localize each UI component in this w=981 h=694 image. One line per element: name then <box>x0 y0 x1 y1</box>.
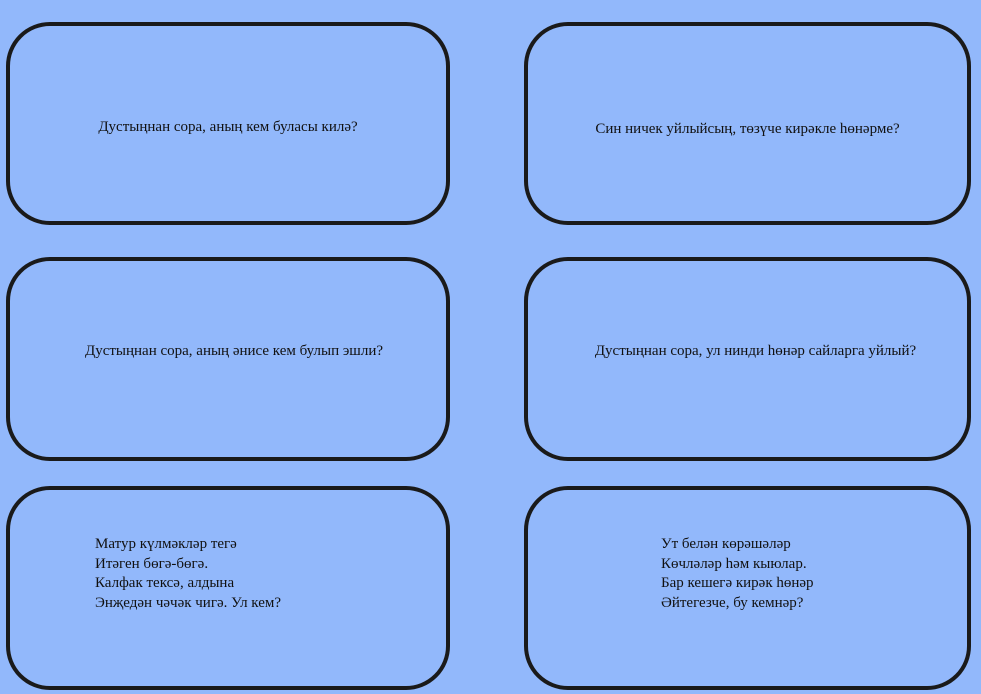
card-text: Дустыңнан сора, ул нинди һөнәр сайларга уйлый? <box>594 342 917 359</box>
card-text: Син ничек уйлыйсың, төзүче кирәкле һөнәрме? <box>595 121 900 137</box>
riddle-line: Итәген бөгә-бөгә. <box>95 555 209 572</box>
question-card-4 <box>524 257 971 461</box>
riddle-card-1 <box>6 486 450 690</box>
riddle-line: Әйтегезче, бу кемнәр? <box>661 594 804 611</box>
riddle-lines <box>661 535 814 613</box>
riddle-line: Ут белән көрәшәләр <box>661 536 791 552</box>
question-card-2 <box>524 22 971 225</box>
riddle-lines <box>95 535 281 613</box>
riddle-line: Бар кешегә кирәк һөнәр <box>661 575 814 591</box>
question-card-1 <box>6 22 450 225</box>
question-card-3 <box>6 257 450 461</box>
card-text: Дустыңнан сора, аның кем буласы килә? <box>98 119 358 135</box>
riddle-card-2 <box>524 486 971 690</box>
riddle-line: Калфак тексә, алдына <box>95 575 235 591</box>
riddle-line: Көчләләр һәм кыюлар. <box>661 555 807 572</box>
card-text: Дустыңнан сора, аның әнисе кем булып эшли? <box>84 342 384 359</box>
riddle-line: Матур күлмәкләр тегә <box>95 536 237 552</box>
riddle-line: Энҗедән чәчәк чигә. Ул кем? <box>95 594 282 611</box>
